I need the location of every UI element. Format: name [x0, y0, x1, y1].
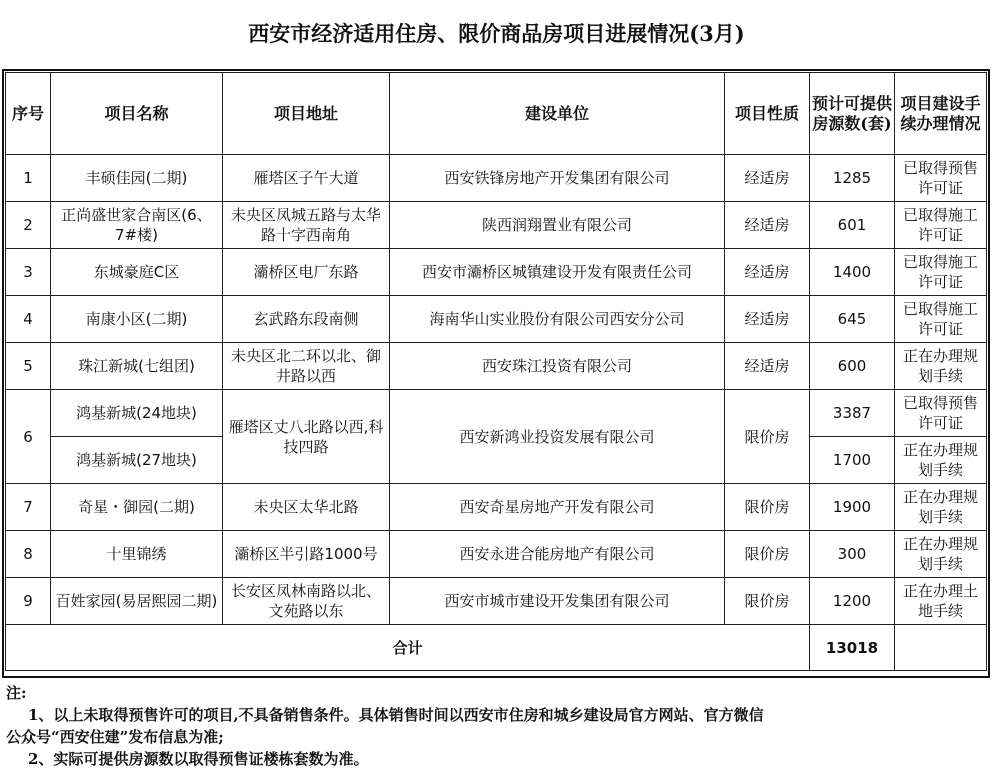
- cell-type: 限价房: [725, 578, 810, 625]
- table-row: [6, 484, 987, 531]
- cell-status: 正在办理规划手续: [895, 484, 987, 531]
- cell-developer: 西安珠江投资有限公司: [390, 343, 725, 390]
- cell-no: 1: [6, 155, 51, 202]
- total-row: [6, 625, 987, 671]
- cell-units: 1285: [810, 155, 895, 202]
- cell-developer: 西安新鸿业投资发展有限公司: [390, 390, 725, 484]
- cell-name: 丰硕佳园(二期): [51, 155, 223, 202]
- cell-address: 长安区凤林南路以北、文苑路以东: [223, 578, 390, 625]
- cell-status: 正在办理规划手续: [895, 531, 987, 578]
- cell-address: 玄武路东段南侧: [223, 296, 390, 343]
- cell-address: 灞桥区电厂东路: [223, 249, 390, 296]
- project-table: [5, 72, 987, 671]
- cell-address: 未央区太华北路: [223, 484, 390, 531]
- cell-name: 奇星・御园(二期): [51, 484, 223, 531]
- cell-status: 已取得预售许可证: [895, 155, 987, 202]
- cell-units: 1400: [810, 249, 895, 296]
- note-1-continued: 公众号“西安住建”发布信息为准;: [6, 728, 224, 746]
- cell-units: 645: [810, 296, 895, 343]
- cell-status: 已取得预售许可证: [895, 390, 987, 437]
- cell-name: 十里锦绣: [51, 531, 223, 578]
- cell-address: 未央区凤城五路与太华路十字西南角: [223, 202, 390, 249]
- total-value: 13018: [810, 625, 895, 671]
- cell-no: 6: [6, 390, 51, 484]
- cell-address: 雁塔区丈八北路以西,科技四路: [223, 390, 390, 484]
- header-address: 项目地址: [223, 73, 390, 155]
- cell-status: 正在办理规划手续: [895, 437, 987, 484]
- note-1: 1、以上未取得预售许可的项目,不具备销售条件。具体销售时间以西安市住房和城乡建设局官方网站、官方微信: [28, 706, 764, 724]
- notes: [6, 682, 986, 770]
- header-row: [6, 73, 987, 155]
- table-row: [6, 296, 987, 343]
- cell-no: 7: [6, 484, 51, 531]
- cell-status: 已取得施工许可证: [895, 296, 987, 343]
- table-row: [6, 155, 987, 202]
- note-2: 2、实际可提供房源数以取得预售证楼栋套数为准。: [28, 750, 369, 768]
- notes-heading: 注:: [6, 684, 27, 702]
- header-type: 项目性质: [725, 73, 810, 155]
- cell-address: 雁塔区子午大道: [223, 155, 390, 202]
- cell-developer: 西安铁锋房地产开发集团有限公司: [390, 155, 725, 202]
- cell-units: 300: [810, 531, 895, 578]
- header-developer: 建设单位: [390, 73, 725, 155]
- cell-units: 1900: [810, 484, 895, 531]
- cell-type: 限价房: [725, 390, 810, 484]
- cell-developer: 陕西润翔置业有限公司: [390, 202, 725, 249]
- total-empty: [895, 625, 987, 671]
- cell-status: 已取得施工许可证: [895, 249, 987, 296]
- total-label: 合计: [6, 625, 810, 671]
- table-row: [6, 202, 987, 249]
- cell-no: 9: [6, 578, 51, 625]
- cell-developer: 海南华山实业股份有限公司西安分公司: [390, 296, 725, 343]
- cell-no: 8: [6, 531, 51, 578]
- cell-type: 限价房: [725, 531, 810, 578]
- cell-units: 601: [810, 202, 895, 249]
- cell-developer: 西安永进合能房地产有限公司: [390, 531, 725, 578]
- cell-name: 鸿基新城(24地块): [51, 390, 223, 437]
- cell-units: 600: [810, 343, 895, 390]
- cell-developer: 西安市灞桥区城镇建设开发有限责任公司: [390, 249, 725, 296]
- cell-developer: 西安奇星房地产开发有限公司: [390, 484, 725, 531]
- cell-no: 5: [6, 343, 51, 390]
- cell-name: 鸿基新城(27地块): [51, 437, 223, 484]
- cell-type: 经适房: [725, 296, 810, 343]
- cell-status: 已取得施工许可证: [895, 202, 987, 249]
- cell-units: 1200: [810, 578, 895, 625]
- cell-name: 百姓家园(易居熙园二期): [51, 578, 223, 625]
- header-no: 序号: [6, 73, 51, 155]
- header-name: 项目名称: [51, 73, 223, 155]
- cell-name: 珠江新城(七组团): [51, 343, 223, 390]
- cell-type: 经适房: [725, 249, 810, 296]
- header-units: 预计可提供房源数(套): [810, 73, 895, 155]
- cell-type: 经适房: [725, 343, 810, 390]
- cell-units: 1700: [810, 437, 895, 484]
- cell-type: 经适房: [725, 155, 810, 202]
- document-title: 西安市经济适用住房、限价商品房项目进展情况(3月): [248, 21, 745, 46]
- cell-address: 灞桥区半引路1000号: [223, 531, 390, 578]
- cell-name: 正尚盛世家合南区(6、7#楼): [51, 202, 223, 249]
- cell-type: 限价房: [725, 484, 810, 531]
- cell-status: 正在办理土地手续: [895, 578, 987, 625]
- cell-address: 未央区北二环以北、御井路以西: [223, 343, 390, 390]
- table-row: [6, 531, 987, 578]
- cell-no: 2: [6, 202, 51, 249]
- cell-type: 经适房: [725, 202, 810, 249]
- table-row: [6, 249, 987, 296]
- table-row: [6, 343, 987, 390]
- cell-name: 南康小区(二期): [51, 296, 223, 343]
- header-status: 项目建设手续办理情况: [895, 73, 987, 155]
- table-row: [6, 390, 987, 437]
- table-row: [6, 578, 987, 625]
- cell-units: 3387: [810, 390, 895, 437]
- cell-no: 3: [6, 249, 51, 296]
- cell-status: 正在办理规划手续: [895, 343, 987, 390]
- cell-developer: 西安市城市建设开发集团有限公司: [390, 578, 725, 625]
- cell-no: 4: [6, 296, 51, 343]
- cell-name: 东城豪庭C区: [51, 249, 223, 296]
